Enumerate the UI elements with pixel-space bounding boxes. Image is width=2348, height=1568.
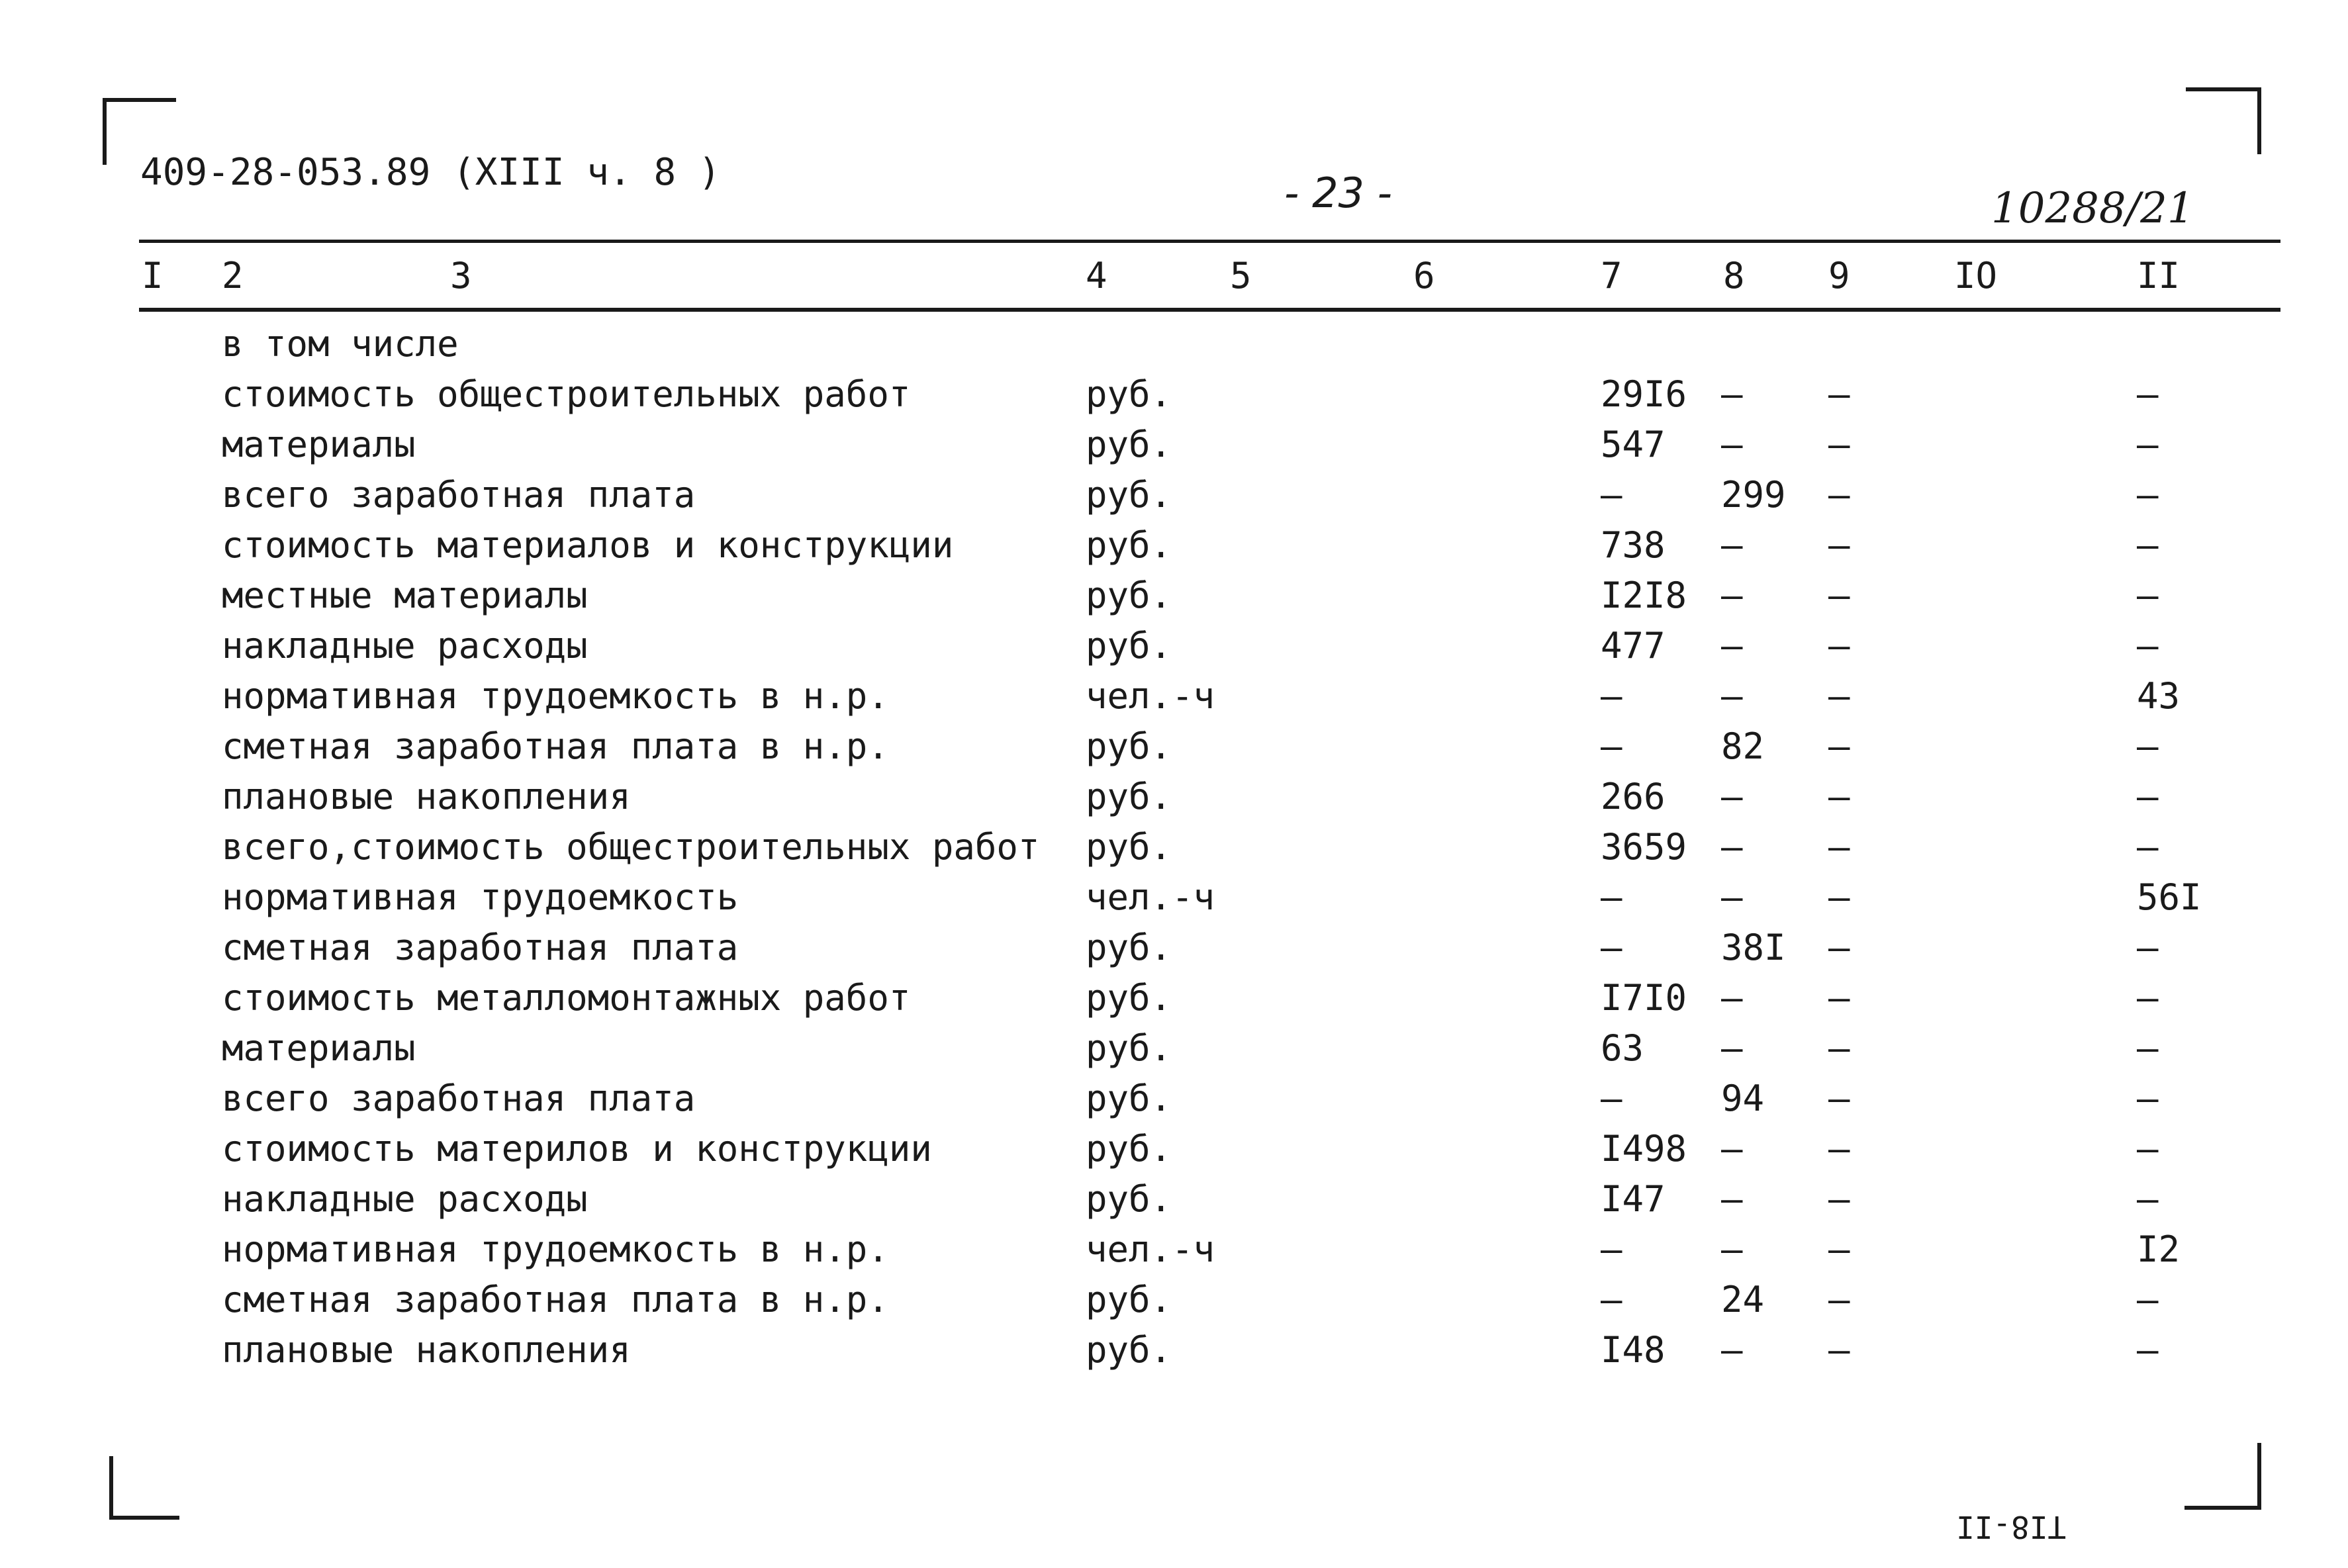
- unit: руб.: [1086, 524, 1172, 566]
- document-code: 409-28-053.89 (XIII ч. 8 ): [140, 151, 721, 194]
- col8-value: –: [1721, 373, 1743, 415]
- col8-value: –: [1721, 424, 1743, 465]
- table-row: [0, 323, 2348, 373]
- table-row: [0, 725, 2348, 776]
- unit: чел.-ч: [1086, 675, 1215, 717]
- unit: руб.: [1086, 1178, 1172, 1220]
- table-row: [0, 575, 2348, 625]
- column-header: 2: [222, 255, 244, 297]
- item-name: материалы: [222, 1027, 416, 1069]
- col11-value: –: [2137, 1078, 2159, 1119]
- col11-value: –: [2137, 1128, 2159, 1170]
- table-row: [0, 474, 2348, 524]
- col11-value: –: [2137, 625, 2159, 667]
- col8-value: –: [1721, 826, 1743, 868]
- col8-value: –: [1721, 625, 1743, 667]
- table-row: [0, 1279, 2348, 1329]
- unit: руб.: [1086, 977, 1172, 1019]
- col9-value: –: [1828, 1178, 1850, 1220]
- column-header: IO: [1954, 255, 1998, 297]
- item-name: стоимость общестроительных работ: [222, 373, 911, 415]
- col9-value: –: [1828, 876, 1850, 918]
- col8-value: –: [1721, 776, 1743, 817]
- col8-value: –: [1721, 1329, 1743, 1371]
- table-row: [0, 1178, 2348, 1228]
- col8-value: –: [1721, 575, 1743, 616]
- table-row: [0, 927, 2348, 977]
- col11-value: –: [2137, 1329, 2159, 1371]
- unit: руб.: [1086, 1027, 1172, 1069]
- col8-value: 82: [1721, 725, 1765, 767]
- col9-value: –: [1828, 424, 1850, 465]
- unit: руб.: [1086, 725, 1172, 767]
- col11-value: –: [2137, 575, 2159, 616]
- column-header: 4: [1086, 255, 1107, 297]
- col9-value: –: [1828, 1128, 1850, 1170]
- item-name: стоимость металломонтажных работ: [222, 977, 911, 1019]
- item-name: нормативная трудоемкость в н.р.: [222, 1228, 889, 1270]
- col8-value: 24: [1721, 1279, 1765, 1320]
- column-header: II: [2137, 255, 2181, 297]
- item-name: всего заработная плата: [222, 474, 696, 516]
- table-row: [0, 1078, 2348, 1128]
- corner-mark-bottom-right: [2184, 1443, 2261, 1510]
- col9-value: –: [1828, 927, 1850, 968]
- col8-value: –: [1721, 1027, 1743, 1069]
- table-row: [0, 1228, 2348, 1279]
- col9-value: –: [1828, 625, 1850, 667]
- col7-value: 29I6: [1601, 373, 1687, 415]
- unit: руб.: [1086, 373, 1172, 415]
- col11-value: –: [2137, 776, 2159, 817]
- col9-value: –: [1828, 524, 1850, 566]
- col11-value: 56I: [2137, 876, 2202, 918]
- table-row: [0, 1128, 2348, 1178]
- table-row: [0, 373, 2348, 424]
- col7-value: –: [1601, 1279, 1622, 1320]
- col9-value: –: [1828, 1279, 1850, 1320]
- item-name: всего,стоимость общестроительных работ: [222, 826, 1040, 868]
- sheet-number: 10288/21: [1991, 184, 2194, 233]
- col8-value: –: [1721, 1128, 1743, 1170]
- item-name: нормативная трудоемкость: [222, 876, 739, 918]
- table-row: [0, 625, 2348, 675]
- col8-value: –: [1721, 1228, 1743, 1270]
- column-header: 5: [1230, 255, 1252, 297]
- item-name: материалы: [222, 424, 416, 465]
- col7-value: –: [1601, 876, 1622, 918]
- col9-value: –: [1828, 1027, 1850, 1069]
- footer-stamp: TI8-II: [1956, 1509, 2067, 1545]
- col9-value: –: [1828, 725, 1850, 767]
- table-row: [0, 1027, 2348, 1078]
- item-name: плановые накопления: [222, 776, 631, 817]
- item-name: стоимость материалов и конструкции: [222, 524, 954, 566]
- item-name: в том числе: [222, 323, 459, 365]
- col8-value: –: [1721, 977, 1743, 1019]
- col11-value: –: [2137, 424, 2159, 465]
- column-header: I: [142, 255, 164, 297]
- col7-value: 266: [1601, 776, 1666, 817]
- col11-value: –: [2137, 373, 2159, 415]
- col9-value: –: [1828, 776, 1850, 817]
- col11-value: 43: [2137, 675, 2181, 717]
- unit: руб.: [1086, 1128, 1172, 1170]
- item-name: местные материалы: [222, 575, 588, 616]
- table-row: [0, 524, 2348, 575]
- unit: руб.: [1086, 424, 1172, 465]
- col9-value: –: [1828, 1078, 1850, 1119]
- col7-value: –: [1601, 725, 1622, 767]
- col11-value: –: [2137, 977, 2159, 1019]
- column-header: 8: [1723, 255, 1745, 297]
- col7-value: 547: [1601, 424, 1666, 465]
- col8-value: –: [1721, 675, 1743, 717]
- item-name: сметная заработная плата в н.р.: [222, 725, 889, 767]
- col7-value: –: [1601, 1228, 1622, 1270]
- unit: руб.: [1086, 1279, 1172, 1320]
- col7-value: –: [1601, 1078, 1622, 1119]
- col7-value: –: [1601, 474, 1622, 516]
- col11-value: –: [2137, 725, 2159, 767]
- col7-value: I48: [1601, 1329, 1666, 1371]
- header-rule-bottom: [139, 308, 2280, 312]
- table-row: [0, 424, 2348, 474]
- col9-value: –: [1828, 474, 1850, 516]
- col7-value: 477: [1601, 625, 1666, 667]
- unit: руб.: [1086, 1078, 1172, 1119]
- col7-value: –: [1601, 927, 1622, 968]
- unit: руб.: [1086, 927, 1172, 968]
- col7-value: –: [1601, 675, 1622, 717]
- col9-value: –: [1828, 575, 1850, 616]
- col8-value: 299: [1721, 474, 1786, 516]
- column-header: 3: [450, 255, 472, 297]
- unit: руб.: [1086, 575, 1172, 616]
- header-rule-top: [139, 240, 2280, 243]
- col11-value: –: [2137, 826, 2159, 868]
- col11-value: –: [2137, 1279, 2159, 1320]
- col9-value: –: [1828, 1329, 1850, 1371]
- col9-value: –: [1828, 373, 1850, 415]
- col9-value: –: [1828, 1228, 1850, 1270]
- col9-value: –: [1828, 977, 1850, 1019]
- col9-value: –: [1828, 675, 1850, 717]
- unit: руб.: [1086, 625, 1172, 667]
- item-name: нормативная трудоемкость в н.р.: [222, 675, 889, 717]
- table-row: [0, 776, 2348, 826]
- unit: руб.: [1086, 474, 1172, 516]
- table-row: [0, 675, 2348, 725]
- col11-value: –: [2137, 524, 2159, 566]
- table-row: [0, 826, 2348, 876]
- col7-value: I47: [1601, 1178, 1666, 1220]
- table-row: [0, 1329, 2348, 1379]
- item-name: стоимость материлов и конструкции: [222, 1128, 932, 1170]
- col11-value: –: [2137, 474, 2159, 516]
- col8-value: 38I: [1721, 927, 1786, 968]
- unit: чел.-ч: [1086, 1228, 1215, 1270]
- col7-value: I498: [1601, 1128, 1687, 1170]
- col7-value: I7I0: [1601, 977, 1687, 1019]
- col8-value: 94: [1721, 1078, 1765, 1119]
- unit: руб.: [1086, 776, 1172, 817]
- column-header: 7: [1601, 255, 1622, 297]
- item-name: плановые накопления: [222, 1329, 631, 1371]
- col9-value: –: [1828, 826, 1850, 868]
- unit: чел.-ч: [1086, 876, 1215, 918]
- item-name: накладные расходы: [222, 1178, 588, 1220]
- col7-value: 738: [1601, 524, 1666, 566]
- col8-value: –: [1721, 1178, 1743, 1220]
- corner-mark-top-right: [2186, 87, 2261, 154]
- col7-value: 63: [1601, 1027, 1644, 1069]
- column-header: 9: [1828, 255, 1850, 297]
- item-name: накладные расходы: [222, 625, 588, 667]
- page-number: - 23 -: [1284, 169, 1393, 217]
- table-row: [0, 977, 2348, 1027]
- col11-value: –: [2137, 927, 2159, 968]
- col11-value: –: [2137, 1027, 2159, 1069]
- col7-value: I2I8: [1601, 575, 1687, 616]
- unit: руб.: [1086, 1329, 1172, 1371]
- col8-value: –: [1721, 524, 1743, 566]
- corner-mark-bottom-left: [109, 1456, 179, 1520]
- column-header: 6: [1413, 255, 1435, 297]
- item-name: всего заработная плата: [222, 1078, 696, 1119]
- col11-value: I2: [2137, 1228, 2181, 1270]
- col7-value: 3659: [1601, 826, 1687, 868]
- col8-value: –: [1721, 876, 1743, 918]
- item-name: сметная заработная плата: [222, 927, 739, 968]
- col11-value: –: [2137, 1178, 2159, 1220]
- item-name: сметная заработная плата в н.р.: [222, 1279, 889, 1320]
- unit: руб.: [1086, 826, 1172, 868]
- table-row: [0, 876, 2348, 927]
